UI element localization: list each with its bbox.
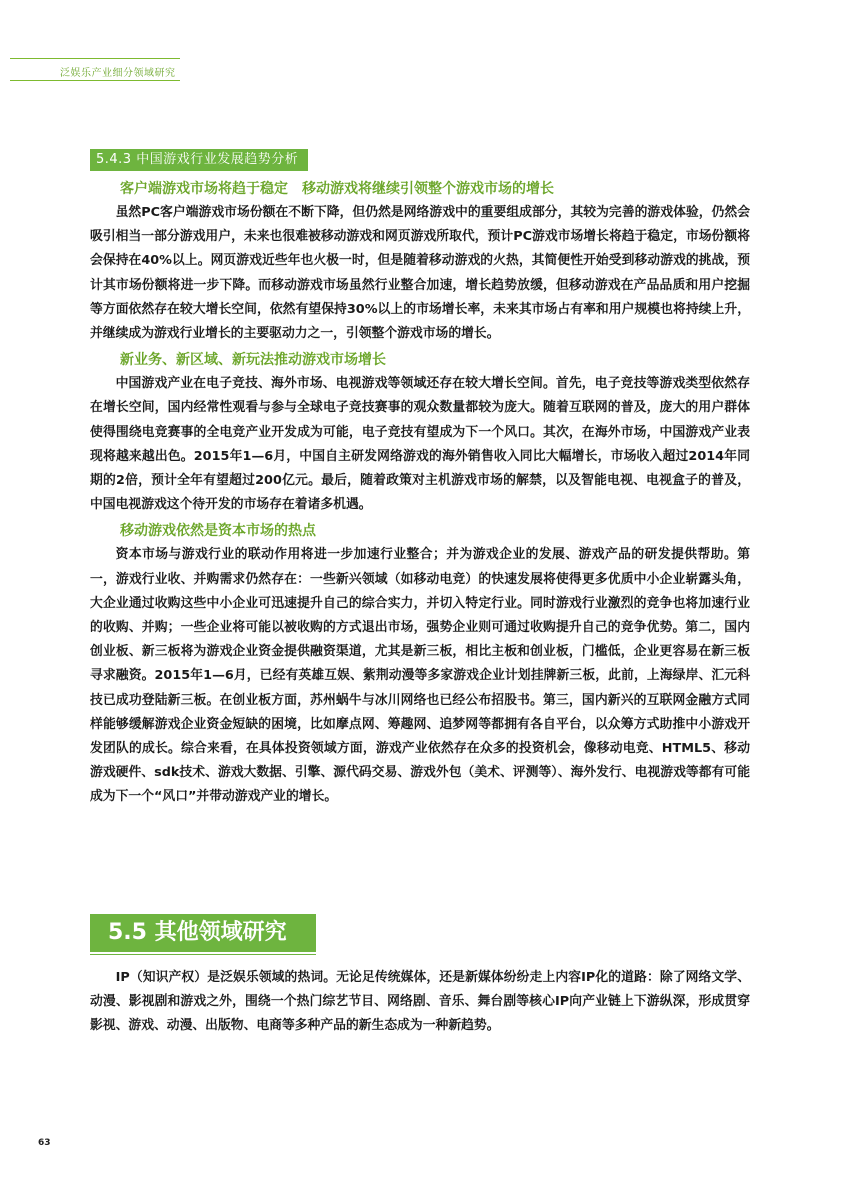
section-5-5 [90,966,750,1039]
section-heading: 5.4.3 中国游戏行业发展趋势分析 [90,149,308,171]
subheading-1: 客户端游戏市场将趋于稳定 移动游戏将继续引领整个游戏市场的增长 [120,181,554,197]
section-5-5-rule [90,954,316,955]
paragraph-3: 资本市场与游戏行业的联动作用将进一步加速行业整合；并为游戏企业的发展、游戏产品的研发提供帮助。第一，游戏行业收、并购需求仍然存在：一些新兴领域（如移动电竞）的快速发展将使得更多优质中小企业崭露头角，大企业通过收购这些中小企业可迅速提升自己的综合实力，并切入特定行业。同时游戏行业激烈的竞争也将加速行业的收购、并购；一些企业将可能以被收购的方式退出市场，强势企业则可通过收购提升自己的竞争优势。第二，国内创业板、新三板将为游戏企业资金提供融资渠道，尤其是新三板，相比主板和创业板，门槛低，企业更容易在新三板寻求融资。2015年1—6月，已经有英雄互娱、紫荆动漫等多家游戏企业计划挂牌新三板，此前，上海绿岸、汇元科技已成功登陆新三板。在创业板方面，苏州蜗牛与冰川网络也已经公布招股书。第三，国内新兴的互联网金融方式同样能够缓解游戏企业资金短缺的困境，比如摩点网、筹趣网、追梦网等都拥有各自平台，以众筹方式助推中小游戏开发团队的成长。综合来看，在具体投资领域方面，游戏产业依然存在众多的投资机会，像移动电竞、HTML5、移动游戏硬件、sdk技术、游戏大数据、引擎、源代码交易、游戏外包（美术、评测等）、海外发行、电视游戏等都有可能成为下一个“风口”并带动游戏产业的增长。 [90,547,750,805]
header-rule-top [10,58,180,59]
paragraph-ip: IP（知识产权）是泛娱乐领域的热词。无论足传统媒体，还是新媒体纷纷走上内容IP化的道路：除了网络文学、动漫、影视剧和游戏之外，围绕一个热门综艺节目、网络剧、音乐、舞台剧等核心IP向产业链上下游纵深，形成贯穿影视、游戏、动漫、出版物、电商等多种产品的新生态成为一种新趋势。 [90,970,750,1034]
page-number: 63 [38,1138,51,1148]
running-header: 泛娱乐产业细分领域研究 [60,68,176,79]
section-5-5-heading: 5.5 其他领域研究 [90,914,316,952]
paragraph-1: 虽然PC客户端游戏市场份额在不断下降，但仍然是网络游戏中的重要组成部分，其较为完善的游戏体验，仍然会吸引相当一部分游戏用户，未来也很难被移动游戏和网页游戏所取代，预计PC游戏市场增长将趋于稳定，市场份额将会保持在40%以上。网页游戏近些年也火极一时，但是随着移动游戏的火热，其简便性开始受到移动游戏的挑战，预计其市场份额将进一步下降。而移动游戏市场虽然行业整合加速，增长趋势放缓，但移动游戏在产品品质和用户挖掘等方面依然存在较大增长空间，依然有望保持30%以上的市场增长率，未来其市场占有率和用户规模也将持续上升，并继续成为游戏行业增长的主要驱动力之一，引领整个游戏市场的增长。 [90,205,750,342]
subheading-3: 移动游戏依然是资本市场的热点 [120,523,316,540]
section-5-4-3 [90,148,750,810]
header-rule-bottom [10,80,180,81]
paragraph-2: 中国游戏产业在电子竞技、海外市场、电视游戏等领域还存在较大增长空间。首先，电子竞技等游戏类型依然存在增长空间，国内经常性观看与参与全球电子竞技赛事的观众数量都较为庞大。随着互联网的普及，庞大的用户群体使得围绕电竞赛事的全电竞产业开发成为可能，电子竞技有望成为下一个风口。其次，在海外市场，中国游戏产业表现将越来越出色。2015年1—6月，中国自主研发网络游戏的海外销售收入同比大幅增长，市场收入超过2014年同期的2倍，预计全年有望超过200亿元。最后，随着政策对主机游戏市场的解禁，以及智能电视、电视盒子的普及，中国电视游戏这个待开发的市场存在着诸多机遇。 [90,376,750,513]
subheading-2: 新业务、新区域、新玩法推动游戏市场增长 [120,352,386,369]
